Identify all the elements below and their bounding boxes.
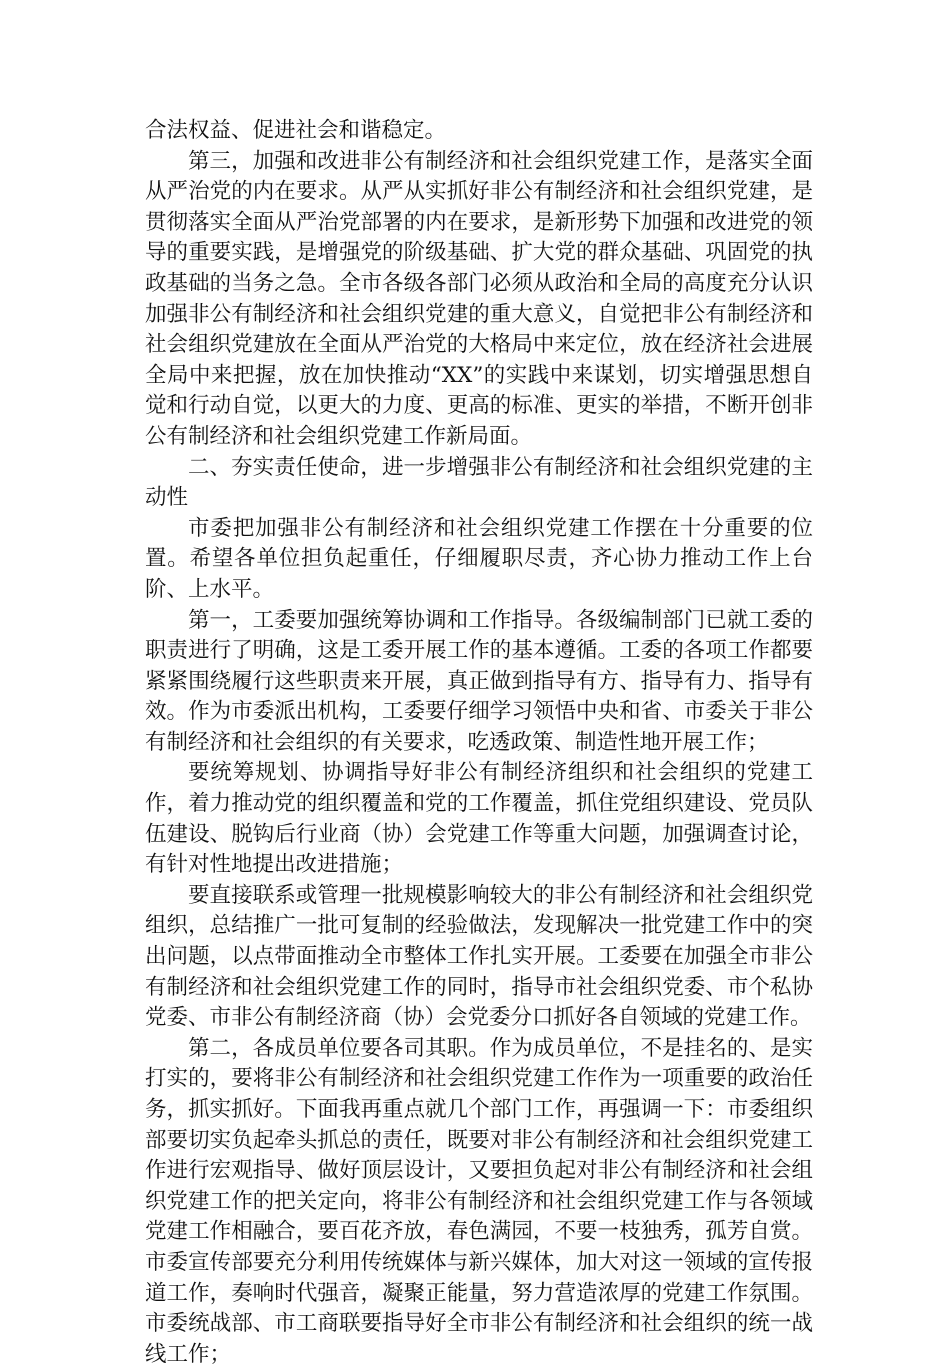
paragraph-third-point: 第三，加强和改进非公有制经济和社会组织党建工作，是落实全面从严治党的内在要求。从严从实抓好非公有制经济和社会组织党建，是贯彻落实全面从严治党部署的内在要求，是新形势下加强和改进党的领导的重要实践，是增强党的阶级基础、扩大党的群众基础、巩固党的执政基础的当务之急。全市各级各部门必须从政治和全局的高度充分认识加强非公有制经济和社会组织党建的重大意义，自觉把非公有制经济和社会组织党建放在全面从严治党的大格局中来定位，放在经济社会进展全局中来把握，放在加快推动“XX”的实践中来谋划，切实增强思想自觉和行动自觉，以更大的力度、更高的标准、更实的举措，不断开创非公有制经济和社会组织党建工作新局面。 xyxy=(145,148,813,449)
paragraph-second-point: 第二，各成员单位要各司其职。作为成员单位，不是挂名的、是实打实的，要将非公有制经济和社会组织党建工作作为一项重要的政治任务，抓实抓好。下面我再重点就几个部门工作，再强调一下：市委组织部要切实负起牵头抓总的责任，既要对非公有制经济和社会组织党建工作进行宏观指导、做好顶层设计，又要担负起对非公有制经济和社会组织党建工作的把关定向，将非公有制经济和社会组织党建工作与各领域党建工作相融合，要百花齐放，春色满园，不要一枝独秀，孤芳自赏。市委宣传部要充分利用传统媒体与新兴媒体，加大对这一领域的宣传报道工作，奏响时代强音，凝聚正能量，努力营造浓厚的党建工作氛围。市委统战部、市工商联要指导好全市非公有制经济和社会组织的统一战线工作； xyxy=(145,1035,813,1367)
section-heading-2: 二、夯实责任使命，进一步增强非公有制经济和社会组织党建的主动性 xyxy=(145,454,813,511)
paragraph-first-point: 第一，工委要加强统筹协调和工作指导。各级编制部门已就工委的职责进行了明确，这是工委开展工作的基本遵循。工委的各项工作都要紧紧围绕履行这些职责来开展，真正做到指导有方、指导有力、指导有效。作为市委派出机构，工委要仔细学习领悟中央和省、市委关于非公有制经济和社会组织的有关要求，吃透政策、制造性地开展工作； xyxy=(145,607,813,755)
document-page xyxy=(145,116,813,1370)
paragraph-direct-contact: 要直接联系或管理一批规模影响较大的非公有制经济和社会组织党组织，总结推广一批可复制的经验做法，发现解决一批党建工作中的突出问题，以点带面推动全市整体工作扎实开展。工委要在加强全市非公有制经济和社会组织党建工作的同时，指导市社会组织党委、市个私协党委、市非公有制经济商（协）会党委分口抓好各自领域的党建工作。 xyxy=(145,882,813,1031)
paragraph-intro: 市委把加强非公有制经济和社会组织党建工作摆在十分重要的位置。希望各单位担负起重任，仔细履职尽责，齐心协力推动工作上台阶、上水平。 xyxy=(145,515,813,602)
paragraph-coordination: 要统筹规划、协调指导好非公有制经济组织和社会组织的党建工作，着力推动党的组织覆盖和党的工作覆盖，抓住党组织建设、党员队伍建设、脱钩后行业商（协）会党建工作等重大问题，加强调查讨论，有针对性地提出改进措施； xyxy=(145,760,813,878)
paragraph-continuation: 合法权益、促进社会和谐稳定。 xyxy=(145,118,447,143)
